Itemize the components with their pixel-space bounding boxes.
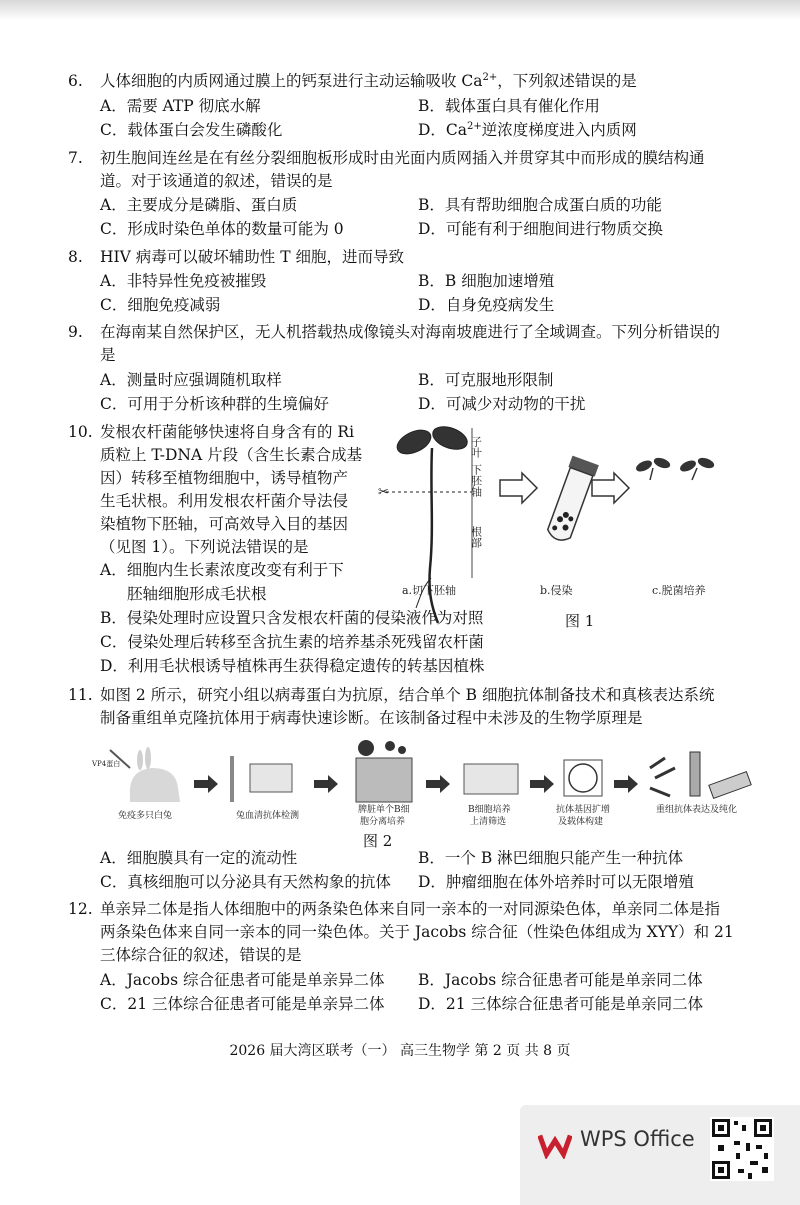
question-number: 7. [68, 149, 83, 167]
option-c: C．真核细胞可以分泌具有天然构象的抗体 [100, 873, 391, 891]
label-root: 根部 [469, 526, 483, 548]
svg-text:✂: ✂ [378, 485, 389, 500]
rabbit-drawing [110, 747, 180, 802]
option-a: A．细胞内生长素浓度改变有利于下 [100, 561, 344, 579]
test-tube-drawing [544, 456, 599, 545]
question-number: 12. [68, 900, 93, 918]
option-d: D．21 三体综合征患者可能是单亲同二体 [418, 995, 704, 1013]
scan-edge [0, 0, 800, 20]
option-b: B．可克服地形限制 [418, 371, 554, 389]
arrow-icon [500, 473, 537, 503]
arrow-icon [530, 775, 554, 793]
option-a: A．需要 ATP 彻底水解 [100, 97, 261, 115]
question-number: 6. [68, 72, 83, 90]
figure-2-flowchart [90, 738, 790, 833]
question-10: 10. 发根农杆菌能够快速将自身含有的 Ri 质粒上 T-DNA 片段（含生长素合成基 因）转移至植物细胞中，诱导植物产 生毛状根。利用发根农杆菌介导法侵 染植物下胚轴，可高效导入目的基因 （见图 1）。下列说法错误的是 [68, 423, 363, 556]
option-c: C．可用于分析该种群的生境偏好 [100, 395, 329, 413]
sprouts-drawing [635, 457, 715, 480]
option-c: C．载体蛋白会发生磷酸化 [100, 121, 283, 139]
arrow-icon [592, 473, 629, 503]
option-b: B．具有帮助细胞合成蛋白质的功能 [418, 196, 662, 214]
step-5-label-a: 抗体基因扩增 [556, 805, 611, 815]
option-a: A．测量时应强调随机取样 [100, 371, 282, 389]
label-seedleaf: 子叶 [469, 436, 483, 458]
option-a: A．细胞膜具有一定的流动性 [100, 849, 298, 867]
purification-drawing [650, 752, 751, 798]
option-d: D．利用毛状根诱导植株再生获得稳定遗传的转基因植株 [100, 657, 485, 675]
step-3-label-b: 胞分离培养 [360, 817, 406, 827]
step-4-label-a: B细胞培养 [468, 805, 511, 815]
question-9: 9. 在海南某自然保护区，无人机搭载热成像镜头对海南坡鹿进行了全域调查。下列分析错误的 是 [68, 323, 721, 364]
vp4-label: VP4蛋白 [92, 760, 121, 768]
label-hypocotyl: 下胚轴 [469, 464, 483, 497]
option-d: D．$Ca^{2+}$逆浓度梯度进入内质网 [418, 120, 637, 139]
option-a-cont: 胚轴细胞形成毛状根 [127, 585, 267, 603]
option-b: B．一个 B 淋巴细胞只能产生一种抗体 [418, 849, 684, 867]
option-b: B．B 细胞加速增殖 [418, 272, 555, 290]
page-footer: 2026 届大湾区联考（一） 高三生物学 第 2 页 共 8 页 [229, 1043, 571, 1059]
wps-watermark [520, 1105, 800, 1205]
question-number: 9. [68, 323, 83, 341]
option-d: D．可减少对动物的干扰 [418, 395, 586, 413]
arrow-icon [314, 775, 338, 793]
figure-2 [90, 738, 790, 833]
question-number: 8. [68, 248, 83, 266]
option-c: C．侵染处理后转移至含抗生素的培养基杀死残留农杆菌 [100, 633, 484, 651]
figure-1-illustration [372, 418, 742, 633]
figure-2-caption: 图 2 [363, 832, 393, 850]
step-4-label-b: 上清筛选 [470, 817, 507, 827]
step-1-label: 免疫多只白兔 [118, 811, 173, 821]
step-6-label: 重组抗体表达及纯化 [656, 805, 738, 815]
wps-logo-icon [538, 1129, 572, 1159]
figure-1 [372, 418, 742, 633]
question-6: 6. 人体细胞的内质网通过膜上的钙泵进行主动运输吸收 $Ca^{2+}$，下列叙述错误的是 [68, 70, 748, 93]
wps-brand-text: WPS Office [580, 1127, 695, 1151]
option-d: D．自身免疫病发生 [418, 296, 555, 314]
question-8: 8. HIV 病毒可以破坏辅助性 T 细胞，进而导致 [68, 246, 748, 269]
option-a: A．非特异性免疫被摧毁 [100, 272, 267, 290]
question-number: 10. [68, 423, 93, 441]
qr-code-icon [710, 1117, 774, 1181]
question-7: 7. 初生胞间连丝是在有丝分裂细胞板形成时由光面内质网插入并贯穿其中而形成的膜结构通 道。对于该通道的叙述，错误的是 [68, 149, 705, 190]
arrow-icon [194, 775, 218, 793]
option-b: B．载体蛋白具有催化作用 [418, 97, 600, 115]
arrow-icon [614, 775, 638, 793]
option-a: A．主要成分是磷脂、蛋白质 [100, 196, 298, 214]
step-3-label-a: 脾脏单个B细 [358, 805, 410, 815]
option-b: B．侵染处理时应设置只含发根农杆菌的侵染液作为对照 [100, 609, 484, 627]
figure-1-caption: 图 1 [565, 612, 595, 630]
step-2-label: 兔血清抗体检测 [236, 811, 300, 821]
option-d: D．可能有利于细胞间进行物质交换 [418, 220, 663, 238]
question-11: 11. 如图 2 所示，研究小组以病毒蛋白为抗原，结合单个 B 细胞抗体制备技术和真核表达系统 制备重组单克隆抗体用于病毒快速诊断。在该制备过程中未涉及的生物学原理是 [68, 686, 715, 727]
option-d: D．肿瘤细胞在体外培养时可以无限增殖 [418, 873, 694, 891]
option-c: C．形成时染色单体的数量可能为 0 [100, 220, 344, 238]
option-c: C．21 三体综合征患者可能是单亲异二体 [100, 995, 385, 1013]
caption-c: c.脱菌培养 [652, 584, 706, 597]
option-c: C．细胞免疫减弱 [100, 296, 221, 314]
caption-b: b.侵染 [540, 584, 573, 597]
option-a: A．Jacobs 综合征患者可能是单亲异二体 [100, 971, 385, 989]
step-5-label-b: 及载体构建 [558, 817, 604, 827]
question-number: 11. [68, 686, 93, 704]
option-b: B．Jacobs 综合征患者可能是单亲同二体 [418, 971, 703, 989]
caption-a: a.切下胚轴 [402, 584, 457, 597]
arrow-icon [426, 775, 450, 793]
question-12: 12. 单亲异二体是指人体细胞中的两条染色体来自同一亲本的一对同源染色体，单亲同二体是指 两条染色体来自同一亲本的同一染色体。关于 Jacobs 综合征（性染色体组成为 XYY）和 21 三体综合征的叙述，错误的是 [68, 900, 734, 964]
